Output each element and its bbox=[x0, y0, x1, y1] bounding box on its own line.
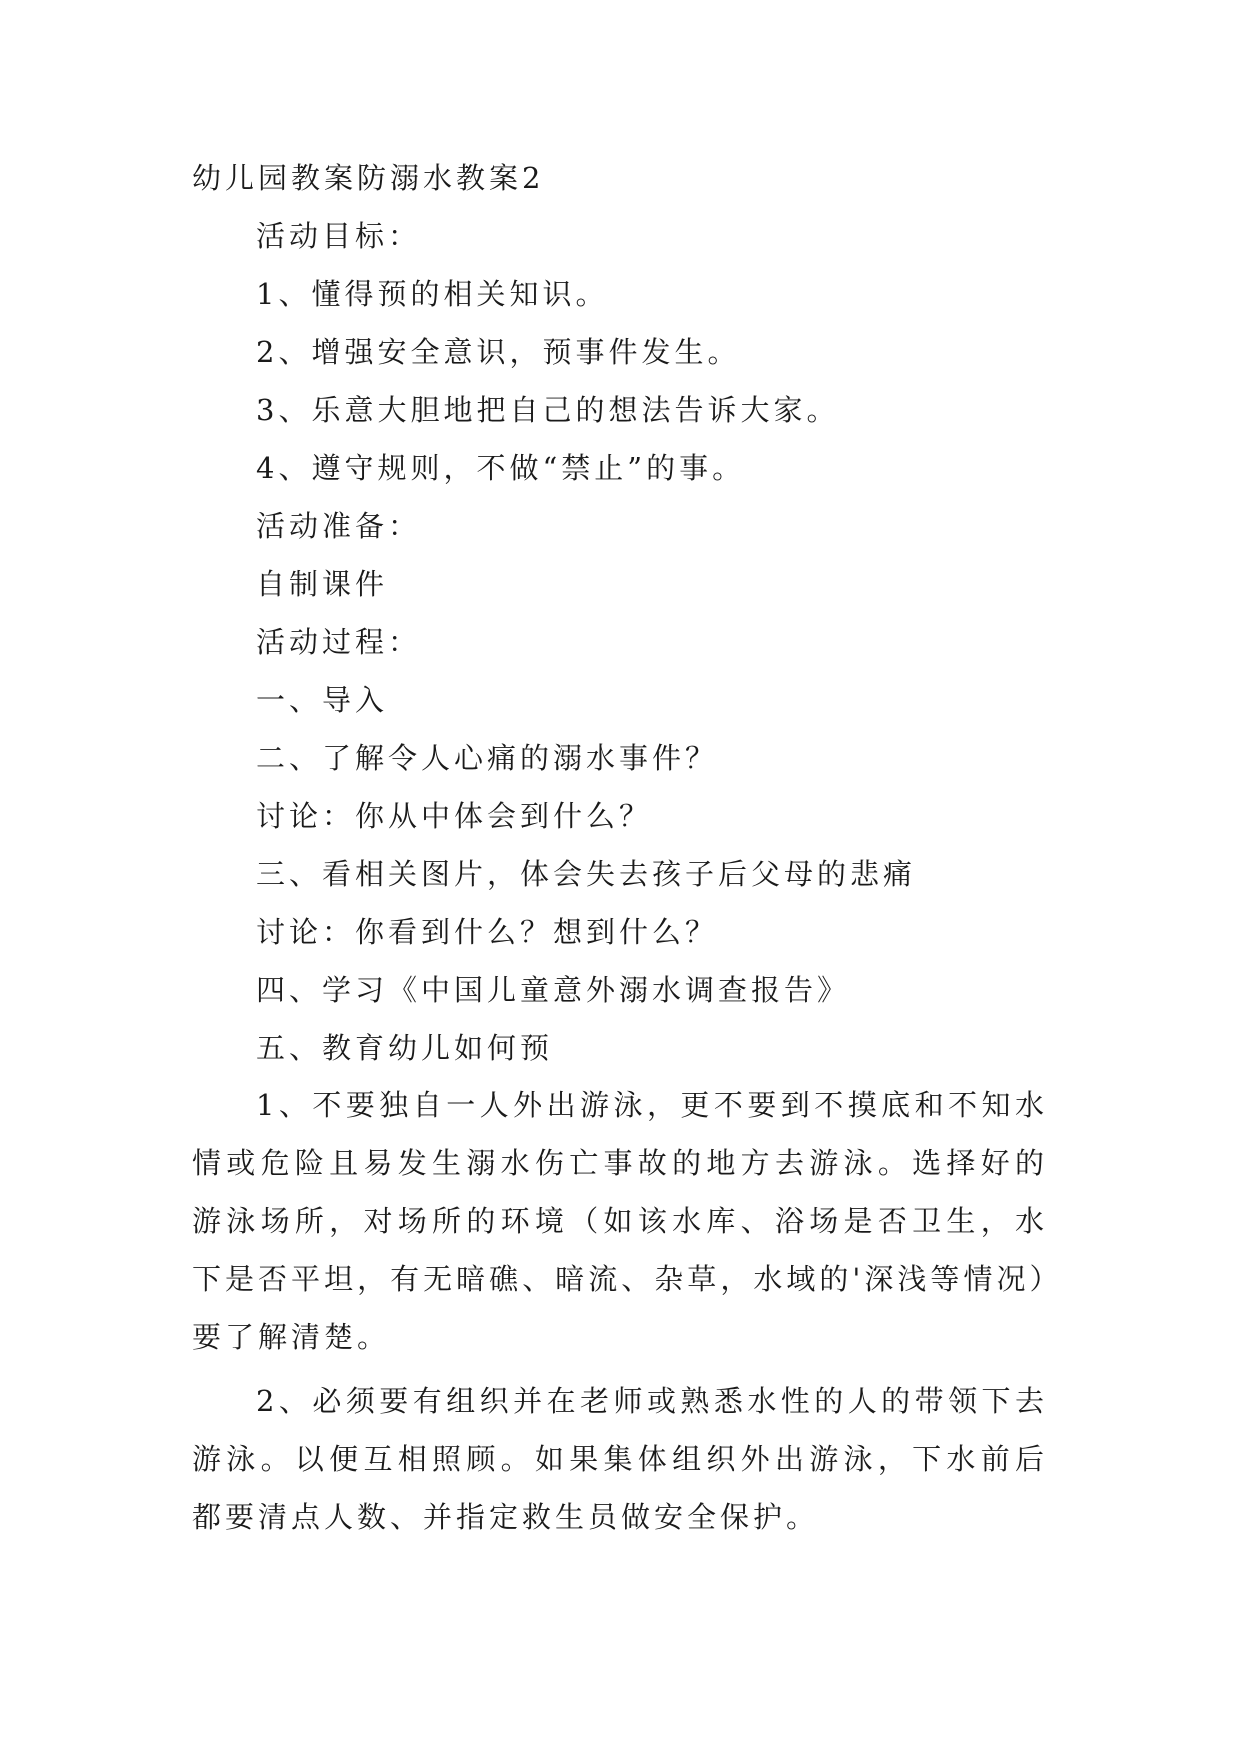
process-step-2: 二、了解令人心痛的溺水事件？ bbox=[256, 741, 719, 775]
process-step-4: 四、学习《中国儿童意外溺水调查报告》 bbox=[256, 973, 851, 1007]
document-title: 幼儿园教案防溺水教案2 bbox=[192, 161, 545, 195]
process-step-1: 一、导入 bbox=[256, 683, 389, 717]
goal-item-3: 3、乐意大胆地把自己的想法告诉大家。 bbox=[256, 393, 840, 427]
body-paragraph-2: 2、必须要有组织并在老师或熟悉水性的人的带领下去游泳。以便互相照顾。如果集体组织外出游泳，下水前后都要清点人数、并指定救生员做安全保护。 bbox=[192, 1384, 1048, 1534]
process-step-3: 三、看相关图片，体会失去孩子后父母的悲痛 bbox=[256, 857, 917, 891]
discussion-1: 讨论：你从中体会到什么？ bbox=[256, 799, 653, 833]
body-paragraph-1: 1、不要独自一人外出游泳，更不要到不摸底和不知水情或危险且易发生溺水伤亡事故的地方去游泳。选择好的游泳场所，对场所的环境（如该水库、浴场是否卫生，水下是否平坦，有无暗礁、暗流、杂草，水域的'深浅等情况）要了解清楚。 bbox=[192, 1088, 1048, 1354]
goal-item-1: 1、懂得预的相关知识。 bbox=[256, 277, 609, 311]
section-heading-preparation: 活动准备： bbox=[256, 509, 422, 543]
preparation-item: 自制课件 bbox=[256, 567, 389, 601]
document-body bbox=[192, 160, 1052, 1546]
process-step-5: 五、教育幼儿如何预 bbox=[256, 1031, 554, 1065]
section-heading-goals: 活动目标： bbox=[256, 219, 422, 253]
discussion-2: 讨论：你看到什么？想到什么？ bbox=[256, 915, 719, 949]
goal-item-2: 2、增强安全意识，预事件发生。 bbox=[256, 335, 741, 369]
section-heading-process: 活动过程： bbox=[256, 625, 422, 659]
goal-item-4: 4、遵守规则，不做“禁止”的事。 bbox=[256, 451, 746, 485]
